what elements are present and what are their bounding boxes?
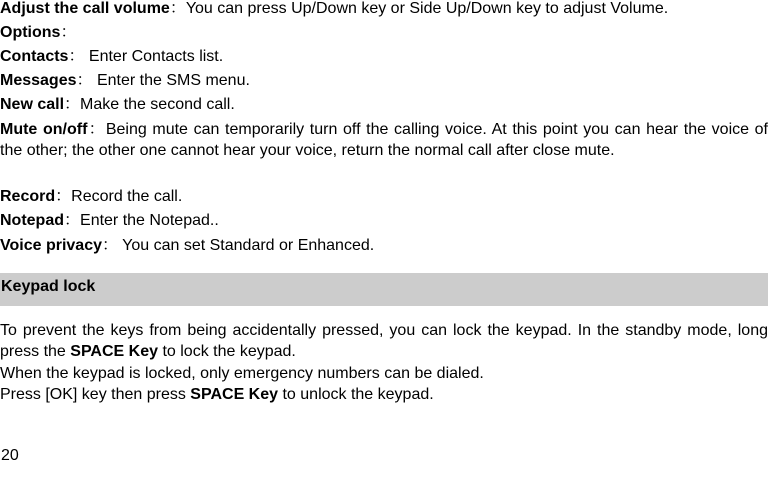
keypad-paragraph-3 — [0, 385, 434, 404]
options-heading — [0, 23, 76, 42]
adjust-volume-colon: ： — [169, 0, 186, 17]
option-text: Enter the SMS menu. — [92, 72, 250, 89]
adjust-volume-term: Adjust the call volume — [0, 0, 170, 17]
option-colon: ： — [68, 48, 85, 65]
option-term: Messages — [0, 72, 77, 89]
option-item-contacts — [0, 47, 223, 66]
option-text: Record the call. — [71, 188, 183, 205]
option-item-voice-privacy — [0, 236, 374, 255]
page-number: 20 — [1, 447, 19, 464]
option-colon: ： — [64, 96, 81, 113]
adjust-volume-line — [0, 0, 668, 18]
section-title: Keypad lock — [1, 278, 96, 295]
keypad-paragraph-2 — [0, 364, 484, 383]
option-item-messages — [0, 71, 250, 90]
option-term: Voice privacy — [0, 237, 102, 254]
option-item-new-call — [0, 95, 235, 114]
keypad-text: to lock the keypad. — [158, 343, 296, 360]
option-term: Mute on/off — [0, 121, 88, 138]
space-key-label: SPACE Key — [190, 386, 279, 403]
option-item-mute — [0, 119, 768, 161]
option-colon: ： — [101, 237, 118, 254]
option-text: Enter the Notepad.. — [80, 212, 219, 229]
option-text: Enter Contacts list. — [84, 48, 224, 65]
option-colon: ： — [55, 188, 72, 205]
section-header-bar — [0, 273, 768, 306]
option-text: Being mute can temporarily turn off the calling voice. At this point you can hear the voice of the other; the other one cannot hear your voice, return the normal call after close mute. — [0, 121, 768, 159]
option-term: Notepad — [0, 212, 64, 229]
adjust-volume-text: You can press Up/Down key or Side Up/Down key to adjust Volume. — [185, 0, 669, 17]
keypad-text: When the keypad is locked, only emergency numbers can be dialed. — [0, 365, 484, 382]
space-key-label: SPACE Key — [70, 343, 158, 360]
option-item-record — [0, 187, 182, 206]
keypad-text: to unlock the keypad. — [278, 386, 434, 403]
keypad-paragraph-1 — [0, 320, 768, 362]
options-colon: ： — [60, 24, 77, 41]
option-colon: ： — [76, 72, 93, 89]
option-term: Record — [0, 188, 56, 205]
options-term: Options — [0, 24, 61, 41]
option-term: Contacts — [0, 48, 69, 65]
option-text: Make the second call. — [80, 96, 235, 113]
option-colon: ： — [87, 121, 106, 138]
keypad-text: To prevent the keys from being accidentally pressed, you can lock the keypad. In the standby mode, long press the — [0, 322, 768, 360]
option-text: You can set Standard or Enhanced. — [118, 237, 375, 254]
option-item-notepad — [0, 211, 219, 230]
option-colon: ： — [64, 212, 81, 229]
keypad-text: Press [OK] key then press — [0, 386, 191, 403]
option-term: New call — [0, 96, 65, 113]
